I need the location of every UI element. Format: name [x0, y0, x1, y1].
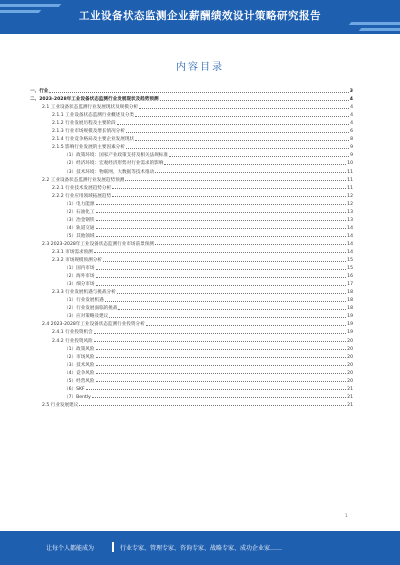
toc-entry-page: 13: [347, 217, 353, 223]
toc-entry-text: （1）电力能源: [64, 201, 95, 207]
toc-entry[interactable]: [30, 295, 353, 303]
toc-entry-text: 2.3 2023-2028年工业设备状态监测行业市场前景预测: [42, 241, 154, 247]
toc-entry[interactable]: [30, 231, 353, 239]
toc-entry-page: 20: [347, 338, 353, 344]
toc-entry[interactable]: [30, 166, 353, 174]
toc-entry[interactable]: [30, 279, 353, 287]
toc-entry[interactable]: [30, 335, 353, 343]
toc-entry-text: （2）市场风险: [64, 354, 95, 360]
toc-leader-dots: [94, 341, 346, 342]
toc-entry-text: （1）国内市场: [64, 266, 95, 272]
toc-entry-page: 20: [347, 370, 353, 376]
toc-entry-page: 11: [347, 185, 353, 191]
toc-entry-page: 13: [347, 209, 353, 215]
toc-leader-dots: [96, 349, 347, 350]
toc-leader-dots: [112, 196, 346, 197]
toc-entry-text: （2）行业发展面临的挑战: [64, 306, 118, 312]
toc-entry[interactable]: [30, 191, 353, 199]
toc-leader-dots: [96, 357, 347, 358]
toc-leader-dots: [49, 92, 348, 93]
toc-entry-page: 21: [347, 394, 353, 400]
toc-leader-dots: [96, 220, 347, 221]
toc-leader-dots: [118, 309, 346, 310]
toc-entry-text: （3）技术环境：物联网、大数据等技术推动: [64, 169, 155, 175]
toc-entry-page: 14: [347, 233, 353, 239]
toc-entry[interactable]: [30, 175, 353, 183]
toc-leader-dots: [105, 301, 346, 302]
toc-entry[interactable]: [30, 126, 353, 134]
toc-entry-text: 2.1.2 行业发展历程及主要阶段: [52, 121, 116, 127]
toc-entry-page: 18: [347, 290, 353, 296]
toc-entry[interactable]: [30, 352, 353, 360]
toc-leader-dots: [117, 293, 346, 294]
header-stripe: [359, 28, 400, 31]
toc-leader-dots: [139, 108, 349, 109]
toc-leader-dots: [160, 100, 349, 101]
toc-leader-dots: [96, 365, 347, 366]
toc-entry-text: （4）竞争风险: [64, 370, 95, 376]
toc-entry-page: 12: [347, 193, 353, 199]
toc-entry-page: 11: [347, 169, 353, 175]
toc-entry[interactable]: [30, 183, 353, 191]
toc-entry-page: 11: [347, 177, 353, 183]
toc-entry[interactable]: [30, 86, 353, 94]
toc-entry-text: 2.1 工业设备状态监测行业发展现状及规模分析: [42, 105, 139, 111]
toc-leader-dots: [135, 116, 349, 117]
toc-entry-text: 2.1.1 工业设备状态监测行业概述及分类: [52, 113, 135, 119]
toc-entry[interactable]: [30, 311, 353, 319]
toc-leader-dots: [79, 405, 346, 406]
toc-entry-page: 14: [347, 241, 353, 247]
toc-leader-dots: [117, 124, 349, 125]
page-number: 1: [345, 513, 348, 518]
toc-entry-text: 2.1.3 行业市场规模及增长情况分析: [52, 129, 125, 135]
toc-entry[interactable]: [30, 376, 353, 384]
header-stripe: [0, 4, 61, 7]
toc-entry[interactable]: [30, 368, 353, 376]
toc-leader-dots: [126, 148, 349, 149]
toc-leader-dots: [96, 277, 347, 278]
toc-entry-text: （6）SKF: [64, 386, 85, 392]
toc-entry[interactable]: [30, 118, 353, 126]
toc-entry-page: 21: [347, 402, 353, 408]
toc-entry-page: 3: [349, 89, 353, 95]
toc-entry-text: （3）技术风险: [64, 362, 95, 368]
toc-leader-dots: [155, 244, 346, 245]
toc-entry-text: （4）轨道交通: [64, 225, 95, 231]
toc-entry[interactable]: [30, 215, 353, 223]
toc-leader-dots: [135, 140, 349, 141]
toc-entry-page: 14: [347, 249, 353, 255]
toc-entry-text: 二、2023-2028年工业设备状态监测行业发展现状及趋势预测: [30, 97, 159, 103]
toc-entry-page: 4: [350, 113, 353, 119]
toc-leader-dots: [169, 156, 349, 157]
toc-entry[interactable]: [30, 344, 353, 352]
toc-leader-dots: [155, 172, 346, 173]
toc-entry-text: 2.2.2 行业应用领域拓展趋势: [52, 193, 112, 199]
toc-entry-page: 10: [347, 161, 353, 167]
toc-entry[interactable]: [30, 207, 353, 215]
toc-entry[interactable]: [30, 223, 353, 231]
toc-leader-dots: [96, 285, 347, 286]
toc-entry-page: 18: [347, 306, 353, 312]
toc-entry-page: 12: [347, 201, 353, 207]
toc-entry[interactable]: [30, 94, 353, 102]
toc-leader-dots: [112, 188, 346, 189]
toc-entry-text: （2）海外市场: [64, 274, 95, 280]
toc-leader-dots: [94, 333, 346, 334]
toc-leader-dots: [92, 397, 346, 398]
toc-entry-page: 16: [347, 274, 353, 280]
toc-entry[interactable]: [30, 360, 353, 368]
toc-leader-dots: [96, 204, 347, 205]
toc-entry-page: 6: [350, 129, 353, 135]
toc-entry-page: 20: [347, 346, 353, 352]
toc-entry-text: 2.3.1 市场需求预测: [52, 249, 93, 255]
toc-entry-text: 2.4 2023-2028年工业设备状态监测行业投资分析: [42, 322, 145, 328]
toc-leader-dots: [125, 180, 346, 181]
toc-entry-page: 14: [347, 225, 353, 231]
toc-entry-page: 15: [347, 258, 353, 264]
toc-entry[interactable]: [30, 110, 353, 118]
toc-leader-dots: [103, 261, 346, 262]
toc-leader-dots: [126, 132, 349, 133]
footer-divider: [112, 542, 114, 552]
toc-entry[interactable]: [30, 239, 353, 247]
toc-entry[interactable]: [30, 303, 353, 311]
toc-entry[interactable]: [30, 327, 353, 335]
toc-entry[interactable]: [30, 287, 353, 295]
toc-leader-dots: [146, 325, 346, 326]
toc-entry-page: 20: [347, 362, 353, 368]
toc-entry[interactable]: [30, 255, 353, 263]
toc-entry-page: 19: [347, 330, 353, 336]
toc-entry-text: （2）经济环境：宏观经济形势对行业需求的影响: [64, 161, 164, 167]
toc-entry-page: 21: [347, 386, 353, 392]
toc-entry-text: 2.5 行业发展建议: [42, 402, 79, 408]
toc-entry-page: 20: [347, 354, 353, 360]
toc-entry-page: 8: [350, 137, 353, 143]
toc-leader-dots: [96, 373, 347, 374]
toc-entry-text: （5）其他领域: [64, 233, 95, 239]
toc-leader-dots: [86, 389, 346, 390]
report-title: 工业设备状态监测企业薪酬绩效设计策略研究报告: [79, 10, 321, 22]
toc-entry-text: 2.3.2 市场规模预测分析: [52, 258, 102, 264]
toc-leader-dots: [109, 317, 346, 318]
toc-entry[interactable]: [30, 158, 353, 166]
footer-tagline: 行业专家、管理专家、咨询专家、战略专家、成功企业家……: [120, 545, 283, 552]
toc-entry[interactable]: [30, 199, 353, 207]
toc-entry[interactable]: [30, 150, 353, 158]
toc-entry-page: 18: [347, 298, 353, 304]
toc-entry-page: 9: [350, 145, 353, 151]
toc-entry-text: 一、行业: [30, 89, 49, 95]
toc-entry-text: （1）政策风险: [64, 346, 95, 352]
toc-entry[interactable]: [30, 134, 353, 142]
toc-entry-text: 2.1.5 影响行业发展的主要因素分析: [52, 145, 125, 151]
toc-entry-text: 2.2 工业设备状态监测行业发展趋势预测: [42, 177, 125, 183]
toc-entry-text: 2.3.3 行业发展机遇与挑战分析: [52, 290, 116, 296]
toc-title: 内容目录: [176, 62, 224, 73]
toc-leader-dots: [94, 252, 346, 253]
toc-entry[interactable]: [30, 263, 353, 271]
toc-entry-text: 2.2.1 行业技术发展趋势分析: [52, 185, 112, 191]
toc-entry-page: 9: [350, 153, 353, 159]
toc-entry-page: 20: [347, 378, 353, 384]
toc-entry-text: 2.4.1 行业投资机会: [52, 330, 93, 336]
toc-leader-dots: [96, 236, 347, 237]
toc-leader-dots: [96, 269, 347, 270]
footer-slogan: 让每个人都能成为: [46, 545, 95, 552]
toc-entry-page: 4: [350, 121, 353, 127]
toc-entry-page: 17: [347, 282, 353, 288]
toc-leader-dots: [96, 212, 347, 213]
toc-entry-text: （3）冶金钢铁: [64, 217, 95, 223]
toc-entry-page: 19: [347, 322, 353, 328]
toc-entry-text: （5）经营风险: [64, 378, 95, 384]
toc-entry-page: 19: [347, 314, 353, 320]
toc-entry[interactable]: [30, 319, 353, 327]
toc-entry-text: 2.1.4 行业竞争格局及主要企业发展现状: [52, 137, 135, 143]
table-of-contents: [30, 86, 353, 408]
toc-leader-dots: [96, 228, 347, 229]
toc-entry[interactable]: [30, 247, 353, 255]
toc-entry-page: 15: [347, 266, 353, 272]
toc-entry[interactable]: [30, 384, 353, 392]
toc-entry-text: （1）行业发展机遇: [64, 298, 104, 304]
page-header: [0, 0, 400, 34]
toc-leader-dots: [164, 164, 346, 165]
toc-entry[interactable]: [30, 142, 353, 150]
toc-entry[interactable]: [30, 392, 353, 400]
toc-entry[interactable]: [30, 102, 353, 110]
toc-entry-text: （3）细分市场: [64, 282, 95, 288]
toc-leader-dots: [96, 381, 347, 382]
toc-entry-page: 4: [350, 105, 353, 111]
toc-entry-page: 4: [349, 97, 353, 103]
toc-entry-text: （3）应对策略及建议: [64, 314, 109, 320]
page-footer: [0, 531, 400, 565]
toc-entry[interactable]: [30, 400, 353, 408]
toc-entry-text: （7）Bently: [64, 394, 91, 400]
toc-entry-text: （1）政策环境：国家产业政策支持及相关法规标准: [64, 153, 168, 159]
toc-entry-text: 2.4.2 行业投资风险: [52, 338, 93, 344]
toc-entry-text: （2）石油化工: [64, 209, 95, 215]
toc-entry[interactable]: [30, 271, 353, 279]
